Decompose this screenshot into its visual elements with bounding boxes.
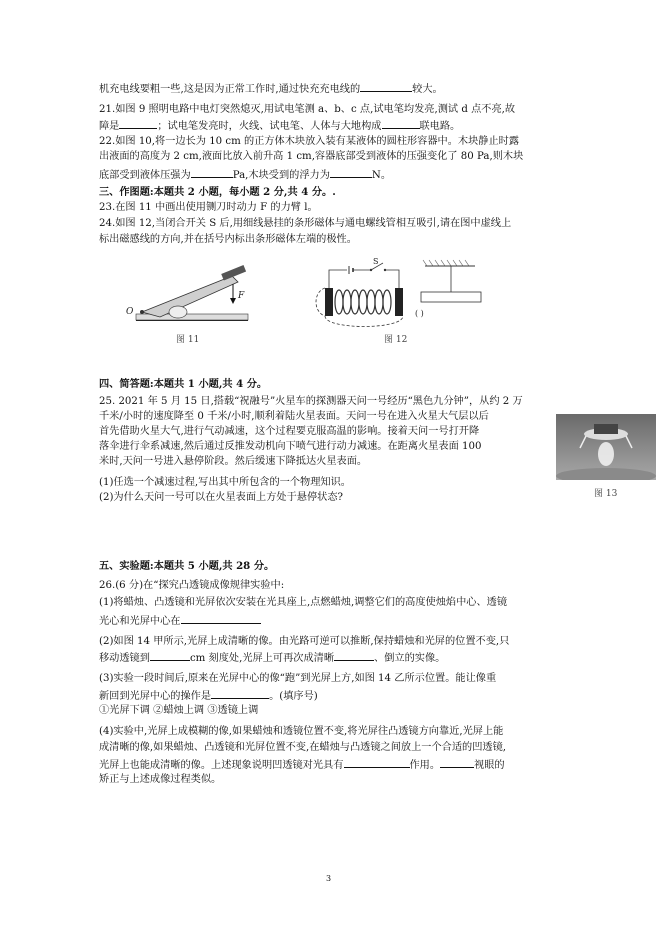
answer-blank[interactable]	[211, 689, 269, 699]
text-line	[99, 202, 318, 214]
text-line	[99, 104, 515, 116]
line-text: 千米/小时的速度降至 0 千米/小时,顺利着陆火星表面。天问一号在进入火星大气层以后	[99, 411, 489, 422]
line-text: 成清晰的像,如果蜡烛、凸透镜和光屏位置不变,在蜡烛与凸透镜之间放上一个合适的凹透镜,	[99, 742, 507, 753]
answer-blank[interactable]	[119, 119, 157, 129]
line-text: ；试电笔发亮时，火线、试电笔、人体与大地构成	[157, 121, 382, 132]
fig11-label-f: F	[238, 291, 245, 301]
text-line	[99, 396, 523, 408]
figure-13-caption: 图 13	[594, 489, 618, 499]
line-text: (2)为什么天问一号可以在火星表面上方处于悬停状态?	[99, 492, 344, 503]
text-line	[99, 82, 443, 96]
answer-blank[interactable]	[382, 119, 420, 129]
line-text: 22.如图 10,将一边长为 10 cm 的正方体木块放入装有某液体的圆柱形容器中。木块静止时露	[99, 136, 520, 147]
fig11-label-o: O	[126, 307, 134, 317]
line-text: 机充电线要粗一些,这是因为正常工作时,通过快充充电线的	[99, 84, 361, 95]
fig12-paren: ( )	[415, 309, 424, 318]
text-line	[99, 151, 523, 163]
line-text: 26.(6 分)在“探究凸透镜成像规律实验中:	[99, 580, 285, 591]
page-number: 3	[326, 874, 332, 883]
line-text: 落伞进行伞系减速,然后通过反推发动机向下喷气进行动力减速。在距离火星表面 100	[99, 441, 482, 452]
line-text: 底部受到液体压强为	[99, 170, 191, 181]
line-text: (4)实验中,光屏上成模糊的像,如果蜡烛和透镜位置不变,将光屏往凸透镜方向靠近,光屏上能	[99, 726, 504, 737]
text-line	[99, 492, 343, 504]
figure-11-caption: 图 11	[176, 335, 200, 345]
figure-11-cutter-diagram	[120, 262, 260, 332]
line-text: 联电路。	[419, 121, 461, 132]
text-line	[99, 636, 509, 648]
text-line	[99, 411, 489, 423]
line-text: 四、简答题:本题共 1 小题,共 4 分。	[99, 378, 268, 390]
line-text: 光心和光屏中心在	[99, 616, 181, 627]
text-line	[99, 614, 261, 628]
line-text: 出液面的高度为 2 cm,液面比放入前升高 1 cm,容器底部受到液体的压强变化了 80 Pa,则木块	[99, 151, 524, 162]
line-text: N。	[371, 170, 392, 181]
line-text: 障是	[99, 121, 120, 132]
line-text: 首先借助火星大气,进行气动减速，这个过程要克服高温的影响。接着天问一号打开降	[99, 426, 480, 437]
text-line	[99, 597, 507, 609]
text-line	[99, 136, 519, 148]
text-line	[99, 168, 391, 182]
line-text: 光屏上也能成清晰的像。上述现象说明凹透镜对光具有	[99, 760, 344, 771]
text-line	[99, 477, 351, 489]
text-line	[99, 726, 503, 738]
figure-12-caption: 图 12	[384, 335, 408, 345]
text-line	[99, 689, 318, 703]
section-heading	[99, 378, 267, 390]
text-line	[99, 774, 221, 786]
answer-blank[interactable]	[360, 82, 412, 92]
line-text: 。(填序号)	[269, 691, 318, 702]
line-text: 24.如图 12,当闭合开关 S 后,用细线悬挂的条形磁体与通电螺线管相互吸引,请在图中虚线上	[99, 218, 512, 229]
text-line	[99, 758, 505, 772]
fig12-label-s: S	[373, 258, 379, 266]
text-line	[99, 218, 511, 230]
answer-blank[interactable]	[191, 168, 233, 178]
line-text: 、倒立的实像。	[374, 653, 446, 664]
line-text: 米时,天问一号进入悬停阶段。然后缓速下降抵达火星表面。	[99, 456, 368, 467]
text-line	[99, 705, 258, 717]
section-heading	[99, 560, 274, 572]
line-text: 25. 2021 年 5 月 15 日,搭载“祝融号”火星车的探测器天问一号经历“黑色九分钟”，从约 2 万	[99, 396, 523, 407]
answer-blank[interactable]	[440, 758, 474, 768]
answer-blank[interactable]	[150, 651, 190, 661]
answer-blank[interactable]	[344, 758, 410, 768]
line-text: 21.如图 9 照明电路中电灯突然熄灭,用试电笔测 a、b、c 点,试电笔均发亮,测试 d 点不亮,故	[99, 104, 516, 115]
text-line	[99, 119, 460, 133]
line-text: 移动透镜到	[99, 653, 150, 664]
text-line	[99, 426, 479, 438]
figure-12-solenoid-diagram	[315, 258, 495, 338]
line-text: 作用。	[409, 760, 441, 771]
line-text: 矫正与上述成像过程类似。	[99, 774, 222, 785]
line-text: 标出磁感线的方向,并在括号内标出条形磁体左端的极性。	[99, 234, 357, 245]
answer-blank[interactable]	[181, 614, 261, 624]
line-text: (2)如图 14 甲所示,光屏上成清晰的像。由光路可逆可以推断,保持蜡烛和光屏的位置不变,只	[99, 636, 510, 647]
text-line	[99, 742, 506, 754]
text-line	[99, 673, 496, 685]
text-line	[99, 441, 481, 453]
line-text: 视眼的	[474, 760, 505, 771]
line-text: (3)实验一段时间后,原来在光屏中心的像“跑”到光屏上方,如图 14 乙所示位置。能让像重	[99, 673, 497, 684]
line-text: 较大。	[412, 84, 443, 95]
line-text: 三、作图题:本题共 2 小题，每小题 2 分,共 4 分。.	[99, 186, 336, 198]
line-text: 五、实验题:本题共 5 小题,共 28 分。	[99, 560, 275, 572]
line-text: Pa,木块受到的浮力为	[232, 170, 330, 181]
answer-blank[interactable]	[330, 168, 372, 178]
answer-blank[interactable]	[334, 651, 374, 661]
text-line	[99, 651, 445, 665]
line-text: 新回到光屏中心的操作是	[99, 691, 212, 702]
line-text: (1)将蜡烛、凸透镜和光屏依次安装在光具座上,点燃蜡烛,调整它们的高度使烛焰中心、透镜	[99, 597, 508, 608]
text-line	[99, 456, 367, 468]
figure-13-lander-photo	[556, 414, 656, 480]
section-heading	[99, 186, 336, 198]
line-text: (1)任选一个减速过程,写出其中所包含的一个物理知识。	[99, 477, 351, 488]
text-line	[99, 580, 284, 592]
line-text: cm 刻度处,光屏上可再次成清晰	[189, 653, 335, 664]
line-text: 23.在图 11 中画出使用铡刀时动力 F 的力臂 l。	[99, 202, 318, 213]
text-line	[99, 234, 357, 246]
line-text: ①光屏下调 ②蜡烛上调 ③透镜上调	[99, 705, 259, 716]
